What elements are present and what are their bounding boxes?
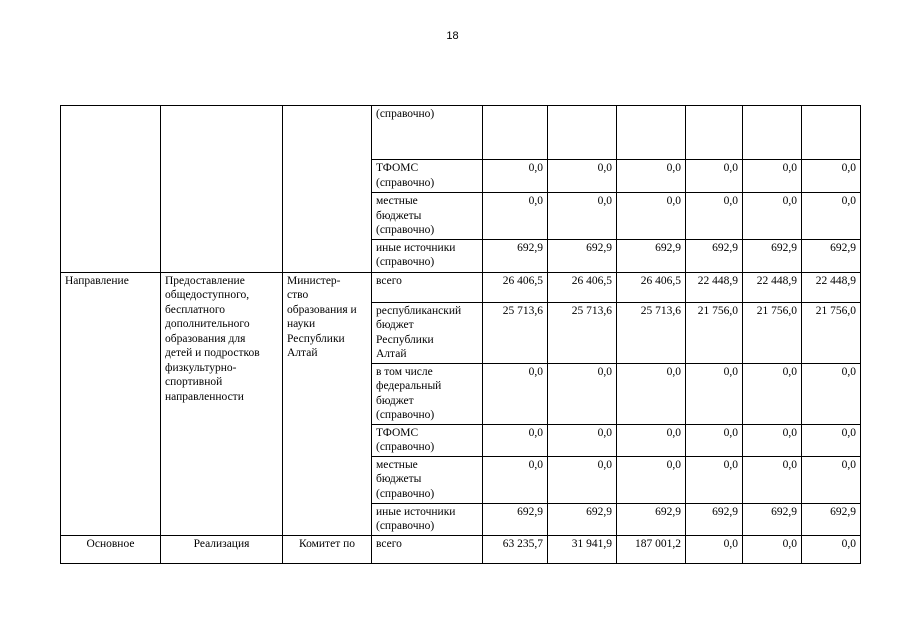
value-cell: 0,0 [743, 193, 802, 240]
value-cell: 0,0 [483, 456, 548, 503]
value-cell: 0,0 [802, 456, 861, 503]
value-cell [617, 106, 686, 160]
value-cell: 63 235,7 [483, 535, 548, 563]
name-cell: Предоставление общедоступного, бесплатного дополнительного образования для детей и подростков физкультурно- спортивной направленности [161, 272, 283, 535]
value-cell: 0,0 [686, 193, 743, 240]
value-cell: 25 713,6 [483, 302, 548, 363]
source-cell: ТФОМС (справочно) [372, 160, 483, 193]
value-cell: 22 448,9 [802, 272, 861, 302]
value-cell: 0,0 [548, 363, 617, 424]
source-cell: местные бюджеты (справочно) [372, 456, 483, 503]
value-cell: 0,0 [483, 193, 548, 240]
value-cell: 0,0 [686, 160, 743, 193]
source-cell: всего [372, 535, 483, 563]
value-cell: 0,0 [743, 424, 802, 456]
table-row [61, 106, 861, 160]
budget-table [60, 105, 861, 564]
value-cell: 692,9 [617, 503, 686, 535]
value-cell [686, 106, 743, 160]
value-cell: 0,0 [686, 424, 743, 456]
value-cell: 0,0 [617, 424, 686, 456]
value-cell: 0,0 [548, 456, 617, 503]
value-cell: 692,9 [743, 503, 802, 535]
source-cell: республиканский бюджет Республики Алтай [372, 302, 483, 363]
type-cell [61, 106, 161, 273]
source-cell: местные бюджеты (справочно) [372, 193, 483, 240]
executor-cell [283, 106, 372, 273]
executor-cell: Комитет по [283, 535, 372, 563]
value-cell: 0,0 [483, 424, 548, 456]
value-cell: 0,0 [802, 193, 861, 240]
value-cell: 22 448,9 [743, 272, 802, 302]
value-cell: 0,0 [483, 363, 548, 424]
value-cell: 26 406,5 [483, 272, 548, 302]
value-cell: 0,0 [548, 160, 617, 193]
value-cell: 692,9 [802, 239, 861, 272]
table-row [61, 272, 861, 302]
value-cell: 0,0 [743, 535, 802, 563]
value-cell: 692,9 [483, 503, 548, 535]
value-cell: 0,0 [617, 160, 686, 193]
source-cell: ТФОМС (справочно) [372, 424, 483, 456]
value-cell: 0,0 [686, 535, 743, 563]
value-cell: 0,0 [548, 424, 617, 456]
value-cell: 0,0 [617, 456, 686, 503]
value-cell: 26 406,5 [548, 272, 617, 302]
value-cell: 21 756,0 [743, 302, 802, 363]
value-cell: 0,0 [617, 363, 686, 424]
value-cell: 0,0 [483, 160, 548, 193]
type-cell: Основное [61, 535, 161, 563]
source-cell: всего [372, 272, 483, 302]
value-cell: 692,9 [548, 503, 617, 535]
value-cell: 0,0 [548, 193, 617, 240]
table-row [61, 535, 861, 563]
value-cell [743, 106, 802, 160]
value-cell: 692,9 [548, 239, 617, 272]
source-cell: в том числе федеральный бюджет (справочно) [372, 363, 483, 424]
value-cell [548, 106, 617, 160]
value-cell: 692,9 [617, 239, 686, 272]
value-cell: 0,0 [686, 456, 743, 503]
value-cell: 25 713,6 [548, 302, 617, 363]
executor-cell: Министер- ство образования и науки Республики Алтай [283, 272, 372, 535]
value-cell: 0,0 [802, 424, 861, 456]
value-cell: 26 406,5 [617, 272, 686, 302]
value-cell: 0,0 [802, 535, 861, 563]
value-cell: 692,9 [686, 503, 743, 535]
source-cell: иные источники (справочно) [372, 503, 483, 535]
value-cell: 21 756,0 [802, 302, 861, 363]
value-cell: 187 001,2 [617, 535, 686, 563]
value-cell: 0,0 [617, 193, 686, 240]
value-cell: 0,0 [802, 363, 861, 424]
value-cell: 0,0 [686, 363, 743, 424]
type-cell: Направление [61, 272, 161, 535]
page-number: 18 [446, 30, 459, 42]
value-cell: 22 448,9 [686, 272, 743, 302]
value-cell [483, 106, 548, 160]
name-cell: Реализация [161, 535, 283, 563]
value-cell: 692,9 [743, 239, 802, 272]
value-cell [802, 106, 861, 160]
value-cell: 692,9 [802, 503, 861, 535]
value-cell: 25 713,6 [617, 302, 686, 363]
source-cell: иные источники (справочно) [372, 239, 483, 272]
value-cell: 0,0 [743, 160, 802, 193]
value-cell: 692,9 [483, 239, 548, 272]
value-cell: 0,0 [743, 456, 802, 503]
value-cell: 0,0 [802, 160, 861, 193]
name-cell [161, 106, 283, 273]
source-cell: (справочно) [372, 106, 483, 160]
value-cell: 0,0 [743, 363, 802, 424]
value-cell: 692,9 [686, 239, 743, 272]
value-cell: 21 756,0 [686, 302, 743, 363]
value-cell: 31 941,9 [548, 535, 617, 563]
